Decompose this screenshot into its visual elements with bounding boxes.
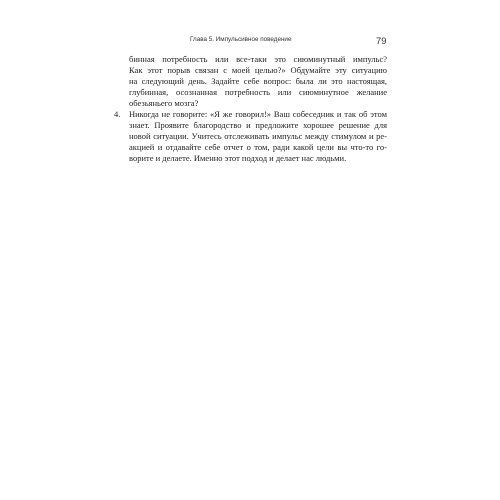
body-text: [114, 54, 387, 164]
text-line: на следующий день. Задайте себе вопрос: была ли это настоящая,: [129, 76, 387, 86]
running-head: Глава 5. Импульсивное поведение: [190, 36, 292, 43]
text-line: Никогда не говорите: «Я же говорил!» Ваш собеседник и так об этом: [129, 109, 387, 119]
text-line: новой ситуации. Учитесь отслеживать импульс между стимулом и ре-: [129, 131, 387, 141]
list-item-number: 4.: [114, 109, 121, 119]
text-line: акцией и отдавайте себе отчет о том, ради какой цели вы что-то го-: [129, 142, 387, 152]
list-item-4: [114, 109, 387, 164]
text-line: бинная потребность или все-таки это сиюминутный импульс?: [129, 54, 387, 64]
text-line: глубинная, осознанная потребность или сиюминутное желание: [129, 87, 387, 97]
continuation-paragraph: [129, 54, 387, 109]
text-line: ворите и делаете. Именно этот подход и делает нас людьми.: [129, 153, 347, 163]
page-number: 79: [376, 35, 387, 46]
text-line: знает. Проявите благородство и предложите хорошее решение для: [129, 120, 387, 130]
text-line: Как этот порыв связан с моей целью?» Обдумайте эту ситуацию: [129, 65, 387, 75]
text-line: обезьяньего мозга?: [129, 98, 199, 108]
